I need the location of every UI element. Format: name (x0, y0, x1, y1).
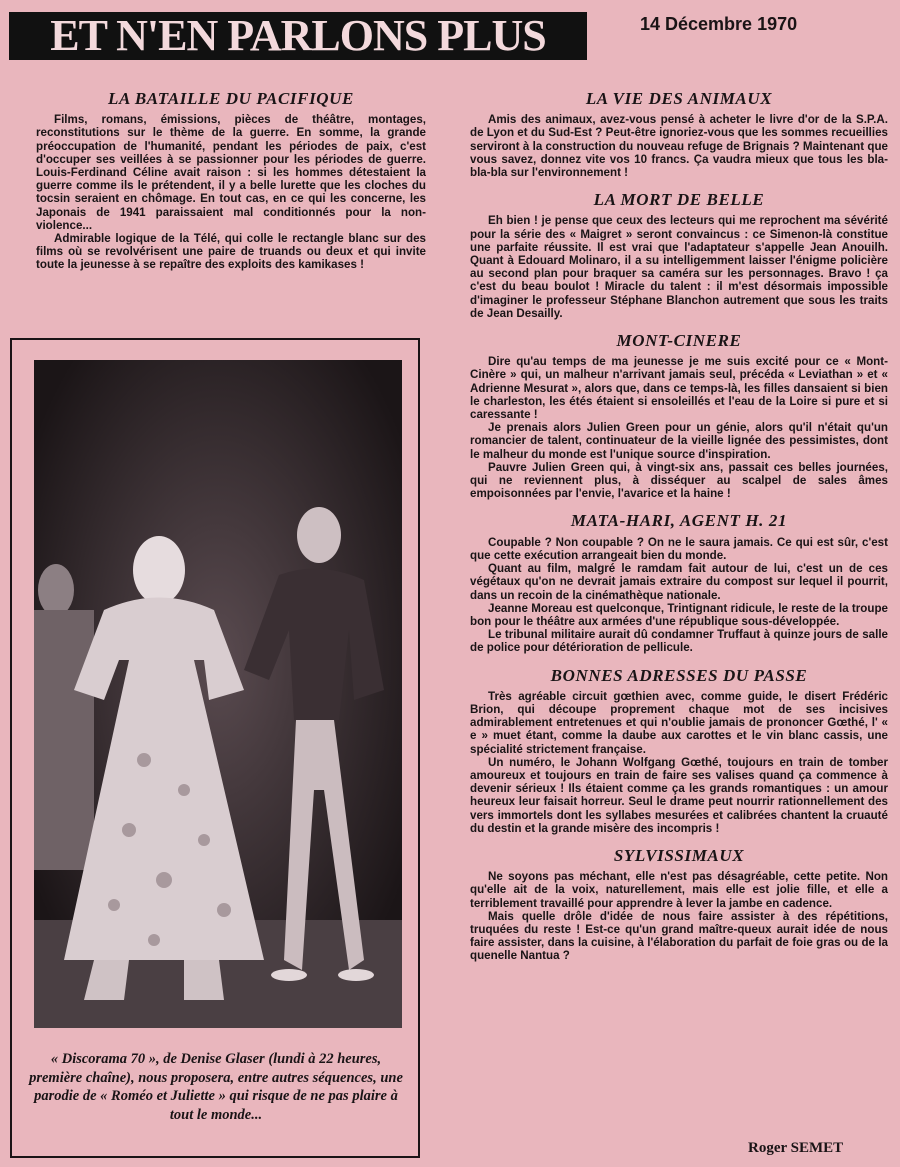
article-mort-de-belle (470, 190, 888, 320)
article-paragraph: Jeanne Moreau est quelconque, Trintignant ridicule, le reste de la troupe bon pour le théâtre aux armées d'une république sous-développée. (470, 601, 888, 628)
article-paragraph: Coupable ? Non coupable ? On ne le saura jamais. Ce qui est sûr, c'est que cette exécution arrangeait bien du monde. (470, 535, 888, 562)
article-paragraph: Amis des animaux, avez-vous pensé à acheter le livre d'or de la S.P.A. de Lyon et du Sud-Est ? Peut-être ignoriez-vous que les sommes recueillies serviront à la construction du nouveau refuge de Brignais ? Maintenant que vous savez, donnez vite vos 10 francs. Ça vaudra mieux que tous les bla-bla-bla sur l'environnement ! (470, 113, 888, 180)
article-bataille-du-pacifique (36, 89, 426, 272)
article-paragraph: Eh bien ! je pense que ceux des lecteurs qui me reprochent ma sévérité pour la série des « Maigret » seront convaincus : ce Simenon-là constitue une parfaite réussite. Il est vrai que l'adaptateur s'appelle Jean Anouilh. Quant à Edouard Molinaro, il a su intelligemment laisser l'énigme policière au second plan pour braquer sa caméra sur les personnages. Bravo ! ça c'est du beau boulot ! Miracle du talent : il m'est désormais impossible d'imaginer le professeur Stéphane Blanchon autrement que sous les traits de Jean Desailly. (470, 214, 888, 320)
issue-date: 14 Décembre 1970 (640, 14, 798, 34)
article-heading: MATA-HARI, AGENT H. 21 (570, 511, 788, 531)
article-sylvissimaux (470, 845, 888, 963)
article-heading: BONNES ADRESSES DU PASSE (550, 665, 808, 685)
photo-box (10, 338, 420, 1158)
article-heading: LA VIE DES ANIMAUX (585, 89, 773, 108)
article-heading: LA MORT DE BELLE (593, 190, 765, 210)
article-bonnes-adresses (470, 665, 888, 835)
article-vie-des-animaux (470, 89, 888, 180)
stage-photo (34, 360, 402, 1028)
article-paragraph: Le tribunal militaire aurait dû condamner Truffaut à quinze jours de salle de police pour détérioration de pellicule. (470, 628, 888, 655)
article-paragraph: Très agréable circuit gœthien avec, comme guide, le disert Frédéric Brion, qui découpe proprement chaque mot de ses incisives admirablement entretenues et qui n'oublie jamais de prononcer Gœthé, l' « e » muet étant, comme la daube aux carottes et le vin blanc cassis, une spécialité strictement française. (470, 689, 888, 756)
article-paragraph: Ne soyons pas méchant, elle n'est pas désagréable, cette petite. Non qu'elle ait de la voix, naturellement, mais elle est jolie fille, et elle a terriblement travaillé pour apprendre à lever la jambe en cadence. (470, 870, 888, 910)
article-paragraph: Dire qu'au temps de ma jeunesse je me suis excité pour ce « Mont-Cinère » qui, un malheur n'arrivant jamais seul, précéda « Leviathan » et « Adrienne Mesurat », alors que, dans ce temps-là, les filles dansaient si bien le charleston, les étés étaient si ensoleillés et l'eau de la Loire si pure et si caressante ! (470, 355, 888, 422)
masthead-title: ET N'EN PARLONS PLUS (9, 12, 587, 60)
article-heading: LA BATAILLE DU PACIFIQUE (108, 89, 354, 108)
author-signature: Roger SEMET (748, 1140, 844, 1156)
article-mata-hari (470, 511, 888, 655)
photo-caption: « Discorama 70 », de Denise Glaser (lundi à 22 heures, première chaîne), nous proposera, entre autres séquences, une parodie de « Roméo et Juliette » qui risque de ne pas plaire à tout le monde... (29, 1051, 403, 1123)
article-mont-cinere (470, 331, 888, 501)
article-heading: SYLVISSIMAUX (613, 845, 745, 865)
article-paragraph: Mais quelle drôle d'idée de nous faire assister à des répétitions, truquées du reste ! Est-ce qu'un grand maître-queux aurait idée de nous faire assister, dans la cuisine, à l'élaboration du parfait de foie gras ou de la quenelle Nantua ? (470, 909, 888, 963)
article-paragraph: Un numéro, le Johann Wolfgang Gœthé, toujours en train de tomber amoureux et toujours en train de faire ses valises quand ça commence à devenir sérieux ! Ils étaient comme ça les grands romantiques : un amour heureux leur faisait horreur. Seul le drame peut nourrir rationnellement des vers immortels dont les syllabes mesurées et calibrées chantent la cruauté du destin et la grande misère des incompris ! (470, 755, 888, 835)
article-paragraph: Quant au film, malgré le ramdam fait autour de lui, c'est un de ces végétaux qu'on ne devrait jamais extraire du compost sur lequel il pourrit, dans un recoin de la cinémathèque nationale. (470, 562, 888, 602)
article-paragraph: Admirable logique de la Télé, qui colle le rectangle blanc sur des films où se revolvérisent une paire de truands ou deux et qui invite toute la jeunesse à se repaître des exploits des kamikases ! (36, 232, 426, 272)
article-heading: MONT-CINERE (616, 331, 742, 351)
stage-photo-image (34, 360, 402, 1028)
article-paragraph: Pauvre Julien Green qui, à vingt-six ans, passait ces belles journées, qui ne reviennent plus, à disséquer au scalpel de sales âmes empoisonnées par l'envie, l'avarice et la haine ! (470, 460, 888, 501)
article-paragraph: Je prenais alors Julien Green pour un génie, alors qu'il n'était qu'un romancier de talent, continuateur de la vieille lignée des pessimistes, dont le malheur du monde est l'unique source d'inspiration. (470, 421, 888, 461)
article-paragraph: Films, romans, émissions, pièces de théâtre, montages, reconstitutions sur le thème de la guerre. En somme, la grande préoccupation de l'humanité, pendant les périodes de paix, c'est d'occuper ses veillées à se passionner pour les périodes de guerre. Louis-Ferdinand Céline avait raison : si les hommes détestaient la guerre comme ils le prétendent, il y a belle lurette que les cloches du tocsin seraient en chômage. En tout cas, en ce qui les concerne, les Japonais de 1941 paraissaient mal conditionnés pour la non-violence... (36, 113, 426, 232)
left-column (36, 89, 426, 286)
right-column (470, 89, 888, 977)
